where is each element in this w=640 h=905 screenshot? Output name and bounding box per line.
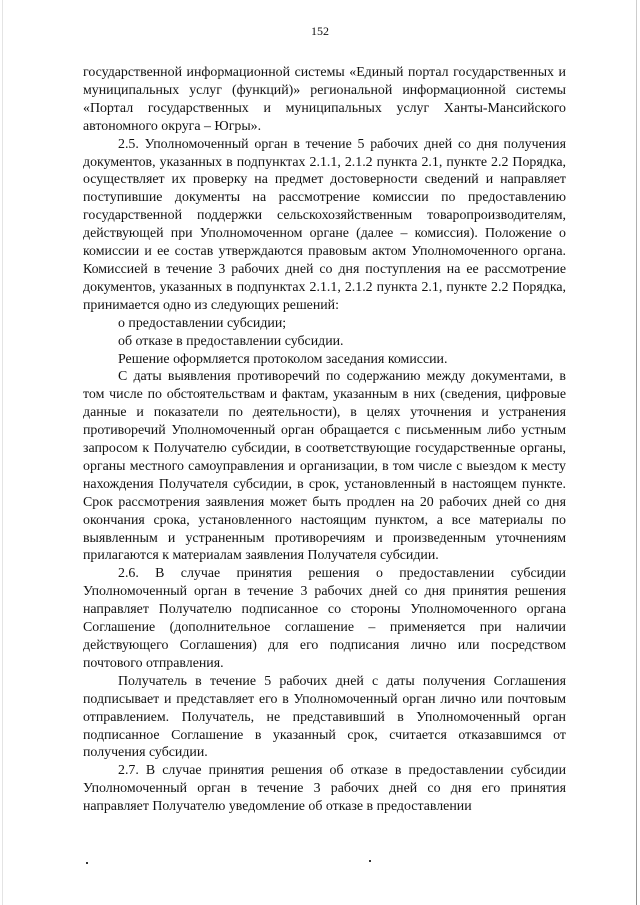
scan-speck — [86, 862, 88, 864]
scan-edge-right — [636, 0, 637, 905]
paragraph-2-5: 2.5. Уполномоченный орган в течение 5 рабочих дней со дня получения документов, указанных в подпунктах 2.1.1, 2.1.2 пункта 2.1, пункте 2.2 Порядка, осуществляет их проверку на предмет достоверности сведений и направляет поступившие документы на рассмотрение комиссии по предоставлению государственной поддержки сельскохозяйственным товаропроизводителям, действующей при Уполномоченном органе (далее – комиссия). Положение о комиссии и ее состав утверждаются правовым актом Уполномоченного органа. Комиссией в течение 3 рабочих дней со дня поступления на ее рассмотрение документов, указанных в подпунктах 2.1.1, 2.1.2 пункта 2.1, пункте 2.2 Порядка, принимается одно из следующих решений: — [83, 136, 566, 313]
paragraph-decision: Решение оформляется протоколом заседания комиссии. — [118, 351, 448, 367]
paragraph-2-6: 2.6. В случае принятия решения о предоставлении субсидии Уполномоченный орган в течение 3 рабочих дней со дня принятия решения направляет Получателю подписанное со стороны Уполномоченного органа Соглашение (дополнительное соглашение – применяется при наличии действующего Соглашения) для его подписания лично или посредством почтового отправления. — [83, 566, 566, 671]
list-item-refuse: об отказе в предоставлении субсидии. — [118, 333, 344, 349]
paragraph-contradictions: С даты выявления противоречий по содержанию между документами, в том числе по обстоятельствам и фактам, указанным в них (сведения, цифровые данные и показатели по деятельности), в целях уточнения и устранения противоречий Уполномоченный орган обращается с письменным либо устным запросом к Получателю субсидии, в соответствующие государственные органы, органы местного самоуправления и организации, в том числе с выездом к месту нахождения Получателя субсидии, в срок, установленный в настоящем пункте. Срок рассмотрения заявления может быть продлен на 20 рабочих дней со дня окончания срока, установленного настоящим пунктом, а все материалы по выявленным и устраненным противоречиям и произведенным уточнениям прилагаются к материалам заявления Получателя субсидии. — [83, 369, 566, 564]
scan-speck — [369, 860, 371, 862]
list-item-grant: о предоставлении субсидии; — [118, 315, 287, 331]
scan-edge-left — [2, 0, 3, 905]
paragraph-2-7: 2.7. В случае принятия решения об отказе в предоставлении субсидии Уполномоченный орган в течение 3 рабочих дней со дня его принятия направляет Получателю уведомление об отказе в предоставлении — [83, 763, 566, 815]
paragraph-continuation: государственной информационной системы «Единый портал государственных и муниципальных услуг (функций)» региональной информационной системы «Портал государственных и муниципальных услуг Ханты-Мансийского автономного округа – Югры». — [83, 65, 566, 134]
page-number: 152 — [311, 24, 329, 38]
paragraph-recipient: Получатель в течение 5 рабочих дней с даты получения Соглашения подписывает и представляет его в Уполномоченный орган лично или почтовым отправлением. Получатель, не представивший в Уполномоченный орган подписанное Соглашение в указанный срок, считается отказавшимся от получения субсидии. — [83, 673, 566, 761]
document-body — [83, 64, 566, 816]
